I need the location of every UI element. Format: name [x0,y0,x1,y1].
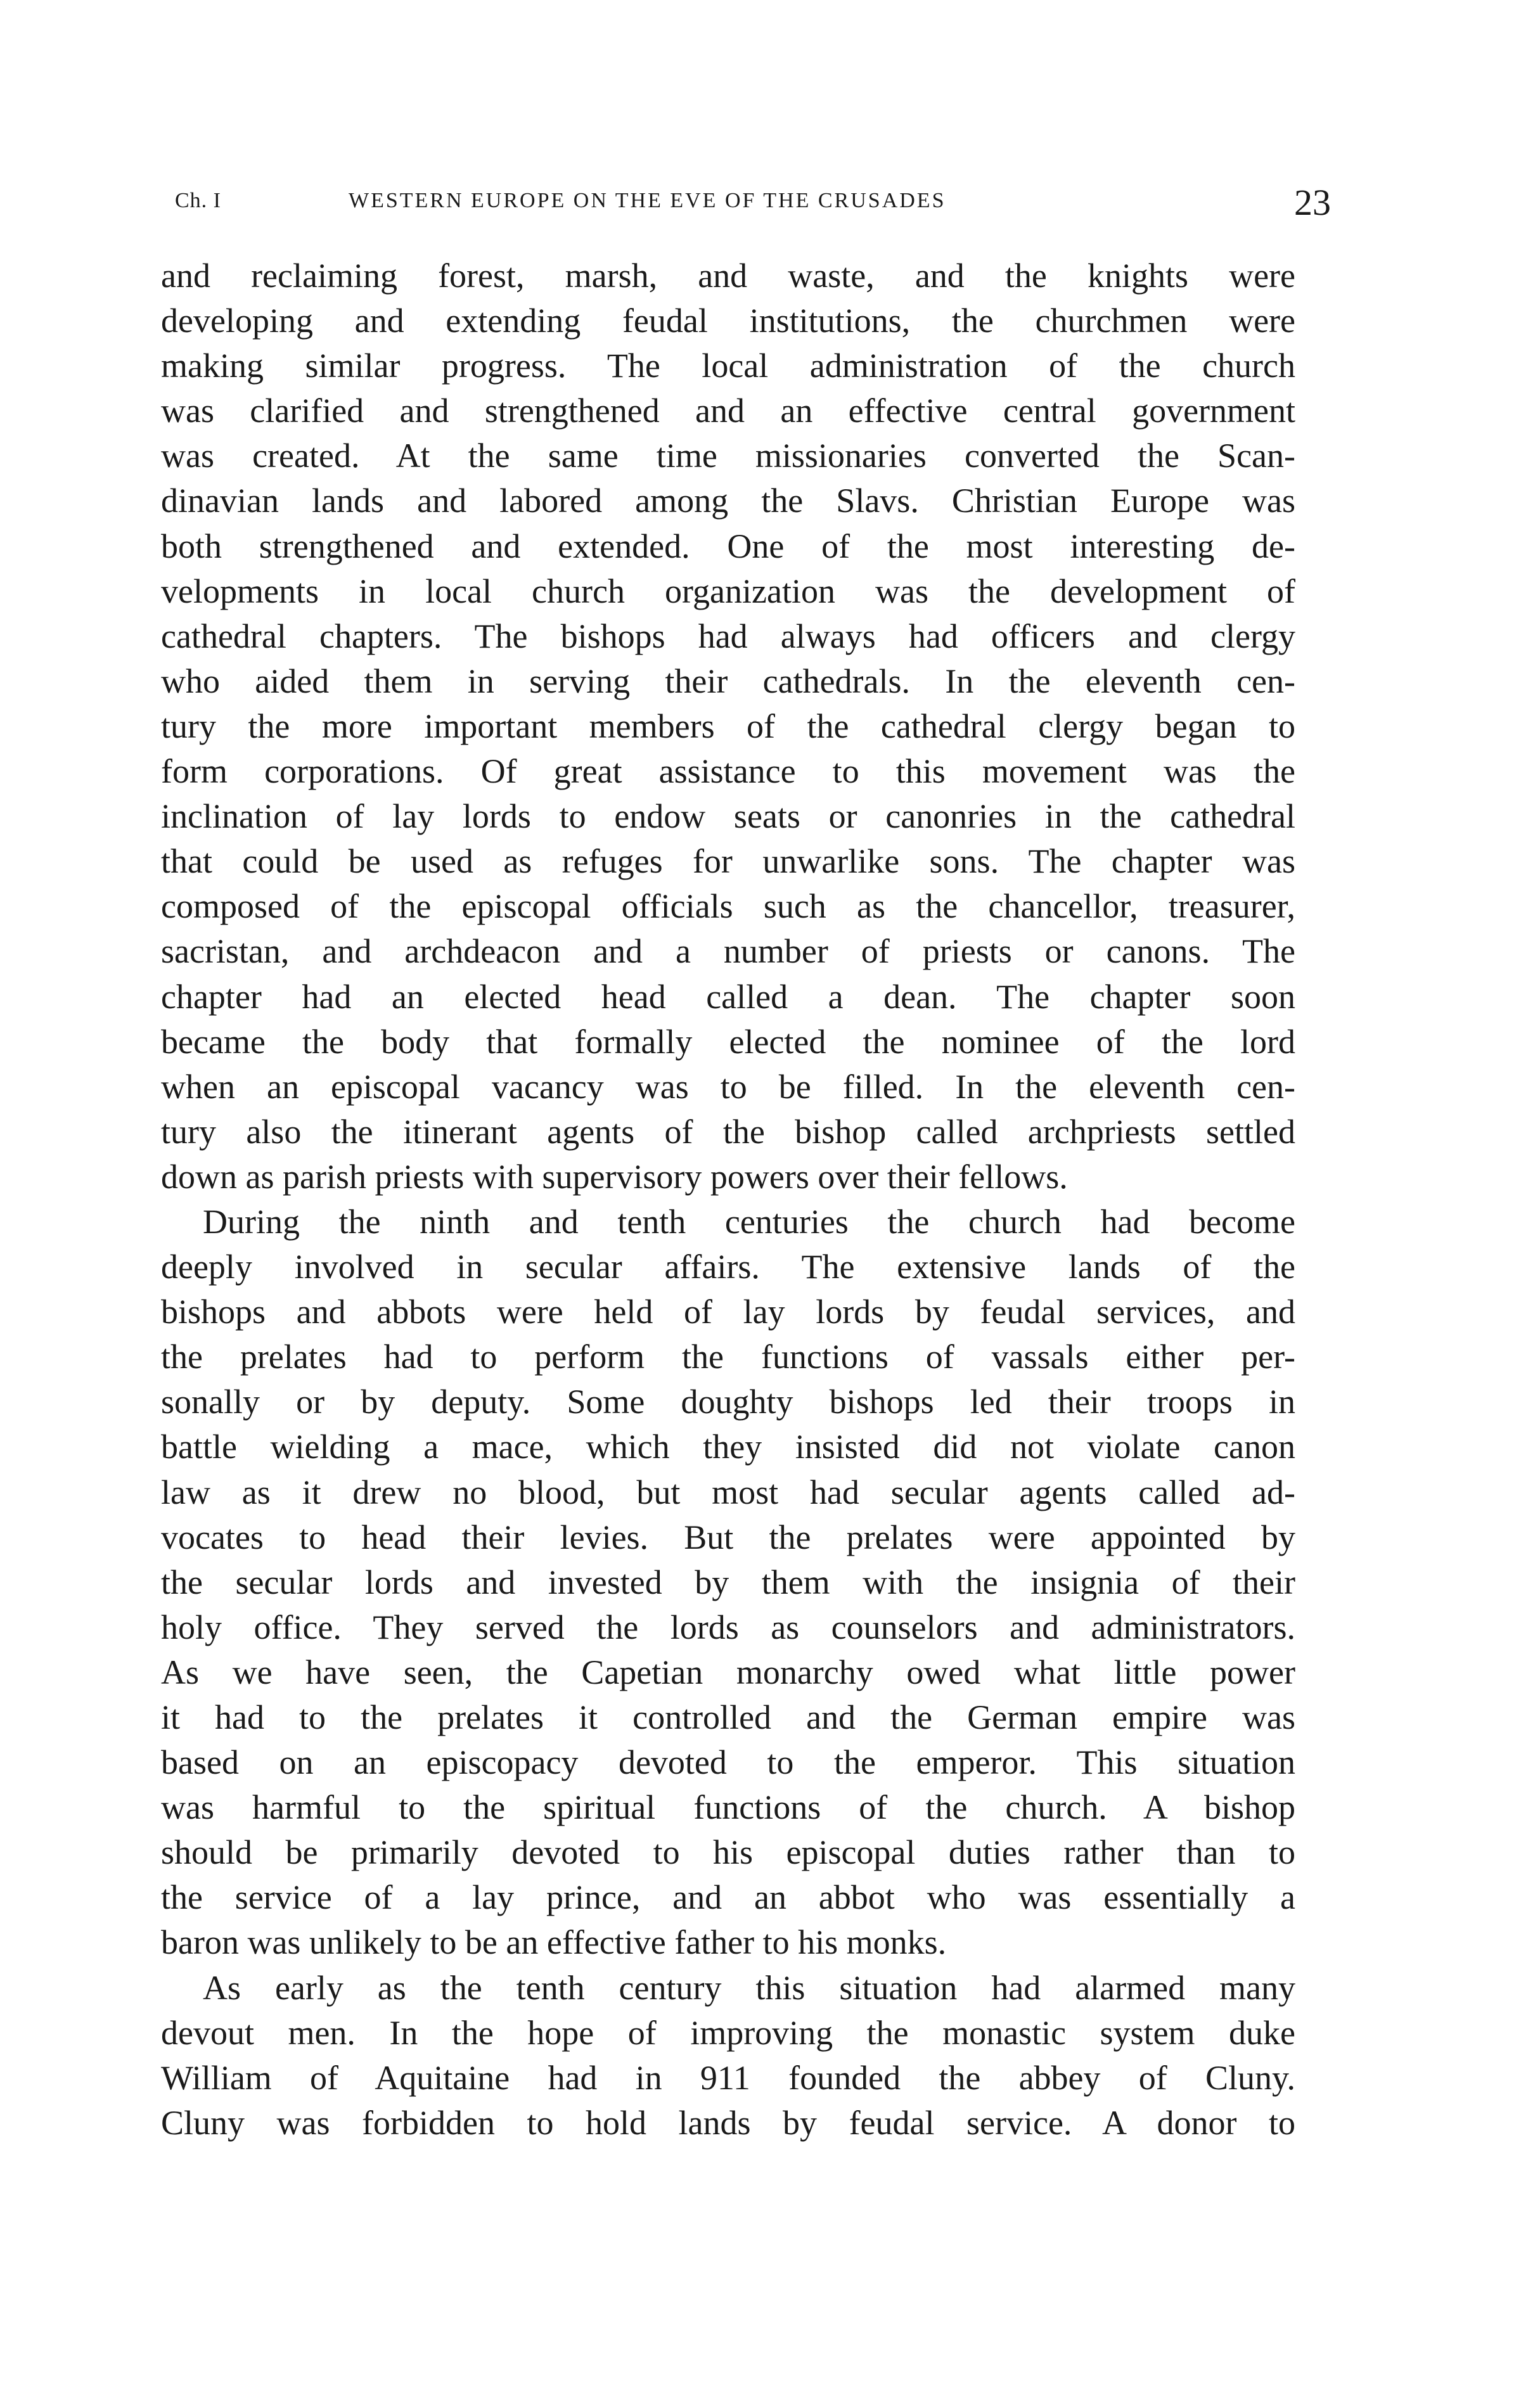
text-line: chapter had an elected head called a dean. The chapter soon [161,977,1295,1016]
text-line: velopments in local church organization was the development of [161,572,1295,610]
paragraph [161,1966,1295,2146]
text-line: both strengthened and extended. One of the most interesting de- [161,527,1295,565]
text-line: During the ninth and tenth centuries the church had become [203,1202,1295,1241]
text-line: vocates to head their levies. But the prelates were appointed by [161,1518,1295,1556]
text-line: it had to the prelates it controlled and the German empire was [161,1698,1295,1736]
text-line: inclination of lay lords to endow seats or canonries in the cathedral [161,797,1295,836]
text-line: tury the more important members of the cathedral clergy began to [161,707,1295,745]
text-line: developing and extending feudal institutions, the churchmen were [161,302,1295,340]
text-line: based on an episcopacy devoted to the emperor. This situation [161,1743,1295,1782]
text-line: the prelates had to perform the functions of vassals either per- [161,1338,1295,1376]
text-line: that could be used as refuges for unwarlike sons. The chapter was [161,842,1295,881]
text-line: became the body that formally elected the nominee of the lord [161,1022,1295,1061]
text-line: bishops and abbots were held of lay lords by feudal services, and [161,1293,1295,1331]
text-line: cathedral chapters. The bishops had always had officers and clergy [161,617,1295,655]
text-line: was created. At the same time missionaries converted the Scan- [161,437,1295,475]
text-line: dinavian lands and labored among the Slavs. Christian Europe was [161,482,1295,520]
text-line: who aided them in serving their cathedrals. In the eleventh cen- [161,662,1295,700]
text-line: should be primarily devoted to his episcopal duties rather than to [161,1833,1295,1872]
text-line: and reclaiming forest, marsh, and waste, and the knights were [161,257,1295,295]
text-line: composed of the episcopal officials such as the chancellor, treasurer, [161,887,1295,926]
paragraph [161,253,1295,1200]
text-line: deeply involved in secular affairs. The extensive lands of the [161,1248,1295,1286]
text-line: the secular lords and invested by them with the insignia of their [161,1563,1295,1601]
running-title: WESTERN EUROPE ON THE EVE OF THE CRUSADES [349,189,946,212]
text-line: tury also the itinerant agents of the bishop called archpriests settled [161,1112,1295,1151]
body-text [161,253,1295,2146]
text-line: sacristan, and archdeacon and a number of priests or canons. The [161,932,1295,971]
text-line: making similar progress. The local administration of the church [161,347,1295,385]
text-line: the service of a lay prince, and an abbot who was essentially a [161,1878,1295,1917]
text-line: down as parish priests with supervisory powers over their fellows. [161,1157,1068,1196]
text-line: As early as the tenth century this situation had alarmed many [203,1968,1295,2007]
text-line: battle wielding a mace, which they insisted did not violate canon [161,1428,1295,1466]
text-line: William of Aquitaine had in 911 founded the abbey of Cluny. [161,2058,1295,2097]
text-line: was clarified and strengthened and an effective central government [161,392,1295,430]
chapter-label: Ch. I [175,189,221,212]
text-line: sonally or by deputy. Some doughty bishops led their troops in [161,1383,1295,1421]
text-line: when an episcopal vacancy was to be filled. In the eleventh cen- [161,1067,1295,1106]
text-line: Cluny was forbidden to hold lands by feudal service. A donor to [161,2103,1295,2142]
text-line: law as it drew no blood, but most had secular agents called ad- [161,1473,1295,1511]
text-line: form corporations. Of great assistance to this movement was the [161,752,1295,791]
page-number: 23 [1294,182,1331,223]
text-line: holy office. They served the lords as counselors and administrators. [161,1608,1295,1646]
text-line: As we have seen, the Capetian monarchy owed what little power [161,1653,1295,1691]
paragraph [161,1200,1295,1966]
text-line: devout men. In the hope of improving the monastic system duke [161,2013,1295,2052]
running-header [175,184,1331,222]
text-line: baron was unlikely to be an effective father to his monks. [161,1923,947,1962]
text-line: was harmful to the spiritual functions of the church. A bishop [161,1788,1295,1827]
